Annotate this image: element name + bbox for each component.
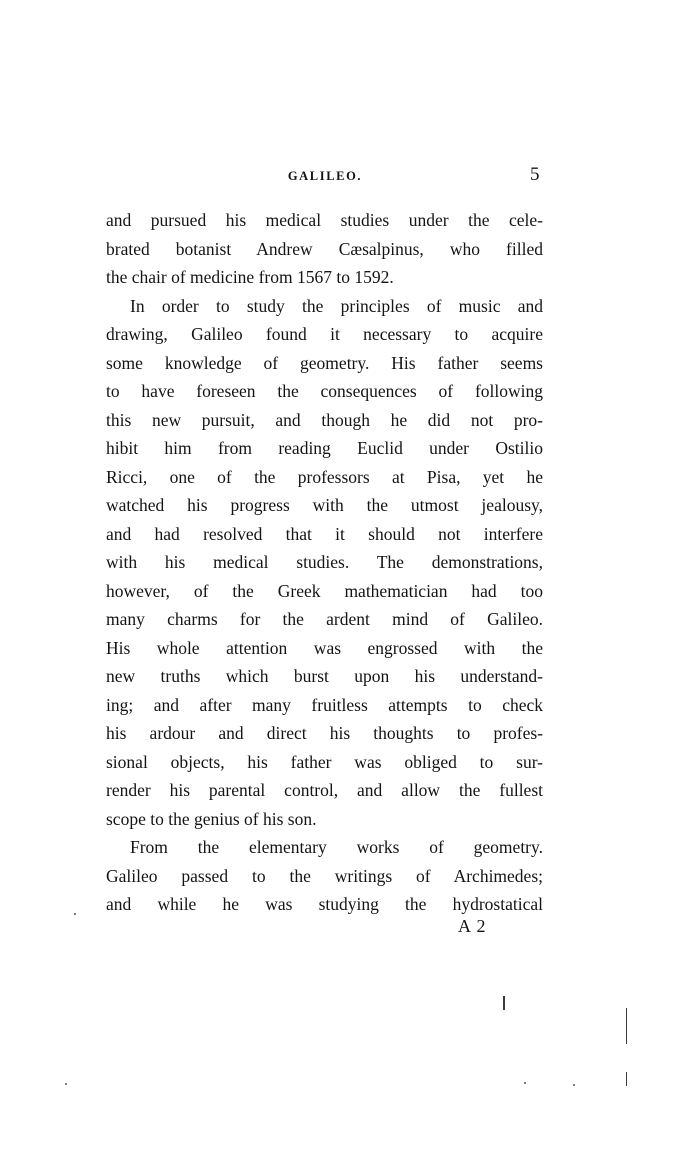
scan-speck (524, 1082, 526, 1084)
text-line: new truths which burst upon his understand- (106, 666, 543, 686)
text-line: In order to study the principles of music and (130, 295, 543, 316)
text-line: this new pursuit, and though he did not pro- (106, 409, 543, 430)
text-line: scope to the genius of his son. (106, 808, 317, 829)
text-line: watched his progress with the utmost jealousy, (106, 495, 543, 515)
signature-mark: A 2 (458, 916, 487, 936)
scan-mark (503, 996, 505, 1010)
scan-speck (65, 1083, 67, 1085)
text-line: many charms for the ardent mind of Galileo. (106, 609, 543, 629)
page-number: 5 (530, 164, 540, 185)
running-title: GALILEO. (287, 169, 363, 183)
text-line: render his parental control, and allow the fullest (106, 780, 543, 800)
text-line: and pursued his medical studies under the cele- (106, 210, 543, 230)
text-line: and had resolved that it should not interfere (106, 523, 543, 544)
text-line: brated botanist Andrew Cæsalpinus, who filled (106, 238, 543, 259)
body-text (106, 206, 543, 919)
scan-mark (626, 1072, 627, 1086)
text-line: to have foreseen the consequences of following (106, 381, 543, 401)
text-line: drawing, Galileo found it necessary to acquire (106, 324, 543, 344)
text-line: with his medical studies. The demonstrations, (106, 552, 543, 572)
scan-mark (626, 1008, 627, 1044)
text-line: Ricci, one of the professors at Pisa, yet he (106, 466, 543, 487)
text-line: sional objects, his father was obliged to sur- (106, 751, 543, 772)
scan-speck (74, 913, 76, 915)
text-line: and while he was studying the hydrostatical (106, 894, 543, 914)
text-line: Galileo passed to the writings of Archimedes; (106, 865, 543, 886)
text-line: His whole attention was engrossed with the (106, 637, 543, 658)
text-line: some knowledge of geometry. His father seems (106, 352, 543, 373)
text-line: From the elementary works of geometry. (130, 837, 543, 857)
text-line: his ardour and direct his thoughts to profes- (106, 723, 543, 743)
text-line: ing; and after many fruitless attempts to check (106, 694, 543, 715)
text-line: the chair of medicine from 1567 to 1592. (106, 267, 394, 287)
text-line: hibit him from reading Euclid under Ostilio (106, 438, 543, 458)
text-line: however, of the Greek mathematician had too (106, 580, 543, 601)
scan-speck (573, 1084, 575, 1086)
